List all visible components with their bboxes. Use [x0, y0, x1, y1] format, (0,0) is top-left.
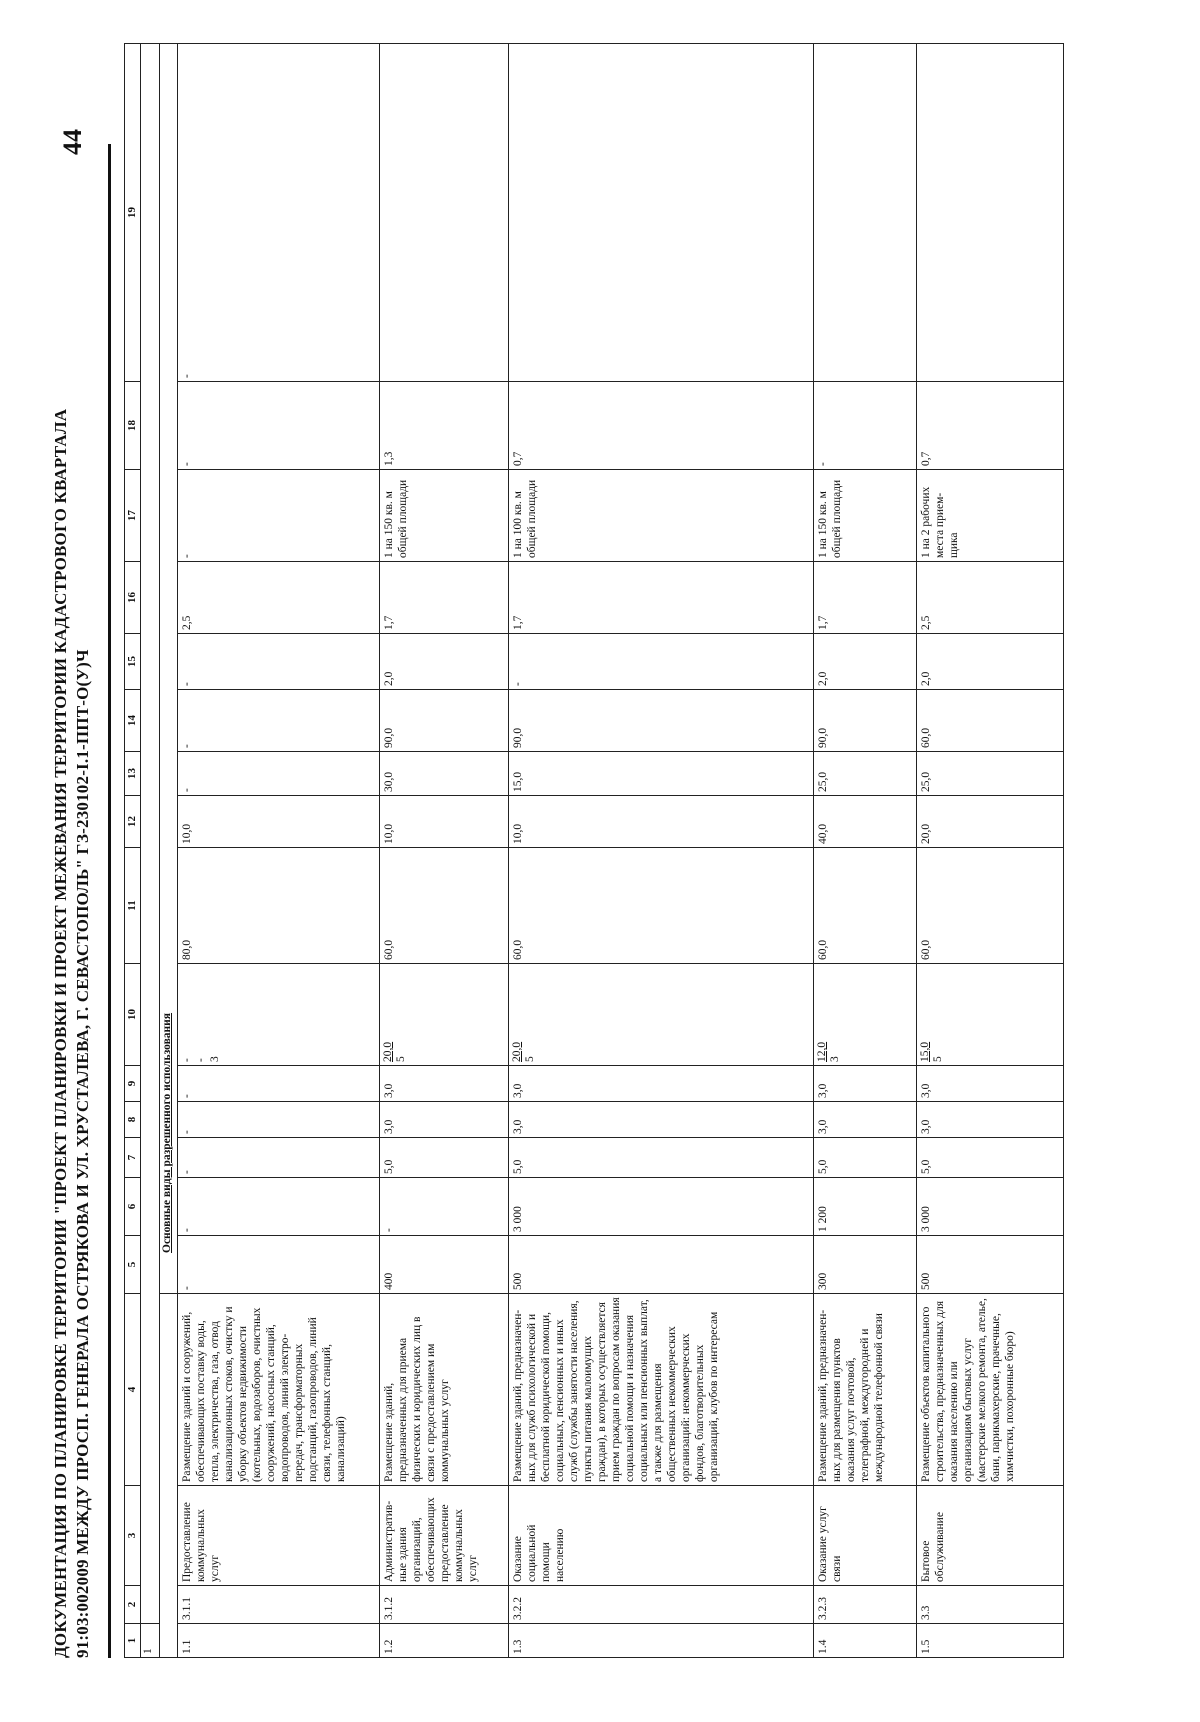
cell-col-11: 60,0 — [916, 848, 1063, 964]
cell-col-7: 5,0 — [508, 1138, 814, 1178]
cell-col-17: 1 на 2 рабочих места прием-щика — [916, 470, 1063, 562]
cell-col-5: 300 — [814, 1236, 917, 1294]
cell-col-10 — [508, 964, 814, 1066]
cell-col-10 — [814, 964, 917, 1066]
cell-col-16: 1,7 — [814, 562, 917, 634]
cell-col-7: 5,0 — [916, 1138, 1063, 1178]
cell-col-17: 1 на 100 кв. м общей площади — [508, 470, 814, 562]
col-header-18: 18 — [125, 382, 141, 470]
col-header-9: 9 — [125, 1066, 141, 1102]
use-description: Размещение зданий, предназначенных для приема физических и юридических лиц в связи с предоставлением им коммунальных услуг — [380, 1294, 508, 1486]
use-name: Предоставление коммунальных услуг — [178, 1486, 380, 1586]
index-row-label: 1 — [141, 1624, 160, 1658]
use-description: Размещение зданий и сооружений, обеспечивающих поставку воды, тепла, электричества, газа, отвод канализационных стоков, очистку и уборку объектов недвижимости (котельных, водозаборов, очистных сооружений, насосных станций, водопроводов, линий электро-передач, трансформаторных подстанций, газопроводов, линий связи, телефонных станций, канализаций) — [178, 1294, 380, 1486]
cell-col-17: 1 на 150 кв. м общей площади — [380, 470, 508, 562]
col-header-15: 15 — [125, 634, 141, 690]
cell-col-17: 1 на 150 кв. м общей площади — [814, 470, 917, 562]
cell-col-8: 3,0 — [916, 1102, 1063, 1138]
use-code: 3.1.2 — [380, 1586, 508, 1624]
cell-col-16: 1,7 — [508, 562, 814, 634]
cell-col-10-top: - — [181, 1058, 194, 1062]
col-header-17: 17 — [125, 470, 141, 562]
document-title-line-2: 91:03:002009 МЕЖДУ ПРОСП. ГЕНЕРАЛА ОСТРЯКОВА И УЛ. ХРУСТАЛЕВА, Г. СЕВАСТОПОЛЬ" ГЗ-230102-I.1-ППТ-О(У)Ч — [73, 649, 92, 1658]
use-code: 3.3 — [916, 1586, 1063, 1624]
col-header-3: 3 — [125, 1486, 141, 1586]
cell-col-15: - — [178, 634, 380, 690]
use-description: Размещение зданий, предназначен-ных для размещения пунктов оказания услуг почтовой, телеграфной, междугородней и международной телефонной связи — [814, 1294, 917, 1486]
cell-col-14: 90,0 — [814, 690, 917, 752]
use-code: 3.2.3 — [814, 1586, 917, 1624]
col-header-2: 2 — [125, 1586, 141, 1624]
row-number: 1.4 — [814, 1624, 917, 1658]
row-number: 1.5 — [916, 1624, 1063, 1658]
rotated-document-page — [40, 120, 1080, 1700]
cell-col-11: 60,0 — [814, 848, 917, 964]
row-number: 1.3 — [508, 1624, 814, 1658]
cell-col-18: 0,7 — [508, 382, 814, 470]
cell-col-10 — [916, 964, 1063, 1066]
cell-col-16: 2,5 — [916, 562, 1063, 634]
cell-col-16: 1,7 — [380, 562, 508, 634]
cell-col-5: - — [178, 1236, 380, 1294]
col-header-14: 14 — [125, 690, 141, 752]
col-header-19: 19 — [125, 44, 141, 382]
col-header-8: 8 — [125, 1102, 141, 1138]
cell-col-14: - — [178, 690, 380, 752]
cell-col-10-top: 12,0 — [816, 1041, 829, 1062]
cell-col-6: - — [178, 1178, 380, 1236]
table-row — [380, 44, 508, 1658]
cell-col-10 — [178, 964, 380, 1066]
section-heading-spacer — [159, 1294, 178, 1658]
use-description: Размещение объектов капитального строительства, предназначенных для оказания населению или организациям бытовых услуг (мастерские мелкого ремонта, ателье, бани, парикмахерские, прачечные, химчистки, похоронные бюро) — [916, 1294, 1063, 1486]
cell-col-10-bottom: 3 — [829, 1056, 842, 1062]
cell-col-15: 2,0 — [916, 634, 1063, 690]
table-row — [916, 44, 1063, 1658]
cell-col-13: 25,0 — [916, 752, 1063, 796]
cell-col-6: - — [380, 1178, 508, 1236]
cell-col-12: 20,0 — [916, 796, 1063, 848]
cell-col-10-top: 20,0 — [382, 1041, 395, 1062]
cell-col-10-bottom: 5 — [523, 1056, 536, 1062]
index-row — [141, 44, 160, 1658]
cell-col-5: 400 — [380, 1236, 508, 1294]
cell-col-12: 40,0 — [814, 796, 917, 848]
cell-col-19 — [814, 44, 917, 382]
row-number: 1.2 — [380, 1624, 508, 1658]
use-name: Бытовое обслуживание — [916, 1486, 1063, 1586]
cell-col-6: 3 000 — [508, 1178, 814, 1236]
cell-col-6: 1 200 — [814, 1178, 917, 1236]
use-name: Оказание социальной помощи населению — [508, 1486, 814, 1586]
cell-col-18: - — [178, 382, 380, 470]
cell-col-14: 90,0 — [508, 690, 814, 752]
table-row — [508, 44, 814, 1658]
cell-col-8: - — [178, 1102, 380, 1138]
col-header-10: 10 — [125, 964, 141, 1066]
cell-col-9: 3,0 — [814, 1066, 917, 1102]
cell-col-14: 90,0 — [380, 690, 508, 752]
use-code: 3.2.2 — [508, 1586, 814, 1624]
cell-col-15: 2,0 — [380, 634, 508, 690]
cell-col-12: 10,0 — [380, 796, 508, 848]
cell-col-16: 2,5 — [178, 562, 380, 634]
cell-col-7: - — [178, 1138, 380, 1178]
cell-col-14: 60,0 — [916, 690, 1063, 752]
cell-col-15: 2,0 — [814, 634, 917, 690]
title-underline-rule — [108, 144, 111, 1658]
use-code: 3.1.1 — [178, 1586, 380, 1624]
section-title: Основные виды разрешенного использования — [159, 44, 178, 1294]
cell-col-7: 5,0 — [380, 1138, 508, 1178]
cell-col-11: 80,0 — [178, 848, 380, 964]
table-row — [814, 44, 917, 1658]
col-header-13: 13 — [125, 752, 141, 796]
cell-col-18: 0,7 — [916, 382, 1063, 470]
col-header-6: 6 — [125, 1178, 141, 1236]
document-title-line-1: ДОКУМЕНТАЦИЯ ПО ПЛАНИРОВКЕ ТЕРРИТОРИИ "ПРОЕКТ ПЛАНИРОВКИ И ПРОЕКТ МЕЖЕВАНИЯ ТЕРРИТОРИИ КАДАСТРОВОГО КВАРТАЛА — [51, 408, 70, 1658]
col-header-16: 16 — [125, 562, 141, 634]
col-header-1: 1 — [125, 1624, 141, 1658]
cell-col-18: - — [814, 382, 917, 470]
cell-col-10-mid: - — [195, 1058, 208, 1062]
cell-col-19 — [508, 44, 814, 382]
cell-col-15: - — [508, 634, 814, 690]
cell-col-8: 3,0 — [814, 1102, 917, 1138]
land-use-regulations-table — [124, 43, 1064, 1658]
cell-col-13: 15,0 — [508, 752, 814, 796]
cell-col-10-top: 20,0 — [510, 1041, 523, 1062]
cell-col-13: 25,0 — [814, 752, 917, 796]
cell-col-17: - — [178, 470, 380, 562]
cell-col-8: 3,0 — [508, 1102, 814, 1138]
use-description: Размещение зданий, предназначен-ных для служб психологической и бесплатной юридической помощи, социальных, пенсионных и иных служб (службы занятости населения, пункты питания малоимущих граждан), в которых осуществляется прием граждан по вопросам оказания социальной помощи и назначения социальных или пенсионных выплат, а также для размещения общественных некоммерческих организаций: некоммерческих фондов, благотворительных организаций, клубов по интересам — [508, 1294, 814, 1486]
cell-col-11: 60,0 — [380, 848, 508, 964]
use-name: Оказание услуг связи — [814, 1486, 917, 1586]
col-header-4: 4 — [125, 1294, 141, 1486]
cell-col-7: 5,0 — [814, 1138, 917, 1178]
cell-col-19: - — [178, 44, 380, 382]
cell-col-12: 10,0 — [178, 796, 380, 848]
table-row — [178, 44, 380, 1658]
cell-col-9: - — [178, 1066, 380, 1102]
cell-col-5: 500 — [508, 1236, 814, 1294]
cell-col-13: - — [178, 752, 380, 796]
cell-col-11: 60,0 — [508, 848, 814, 964]
row-number: 1.1 — [178, 1624, 380, 1658]
cell-col-6: 3 000 — [916, 1178, 1063, 1236]
use-name: Административ-ные здания организаций, обеспечивающих предоставление коммунальных услуг — [380, 1486, 508, 1586]
cell-col-8: 3,0 — [380, 1102, 508, 1138]
col-header-5: 5 — [125, 1236, 141, 1294]
cell-col-19 — [916, 44, 1063, 382]
col-header-11: 11 — [125, 848, 141, 964]
cell-col-12: 10,0 — [508, 796, 814, 848]
cell-col-18: 1,3 — [380, 382, 508, 470]
cell-col-10-top: 15,0 — [918, 1041, 931, 1062]
cell-col-10-bottom: 5 — [395, 1056, 408, 1062]
col-header-12: 12 — [125, 796, 141, 848]
cell-col-19 — [380, 44, 508, 382]
col-header-7: 7 — [125, 1138, 141, 1178]
cell-col-9: 3,0 — [916, 1066, 1063, 1102]
cell-col-13: 30,0 — [380, 752, 508, 796]
index-row-blank — [141, 44, 160, 1624]
cell-col-10-bottom: 5 — [931, 1056, 944, 1062]
cell-col-5: 500 — [916, 1236, 1063, 1294]
document-title — [50, 178, 94, 1658]
page-number: 44 — [58, 129, 87, 155]
cell-col-9: 3,0 — [380, 1066, 508, 1102]
cell-col-9: 3,0 — [508, 1066, 814, 1102]
column-number-header-row — [125, 44, 141, 1658]
section-heading-row — [159, 44, 178, 1658]
cell-col-10-bottom: 3 — [209, 1056, 222, 1062]
cell-col-10 — [380, 964, 508, 1066]
